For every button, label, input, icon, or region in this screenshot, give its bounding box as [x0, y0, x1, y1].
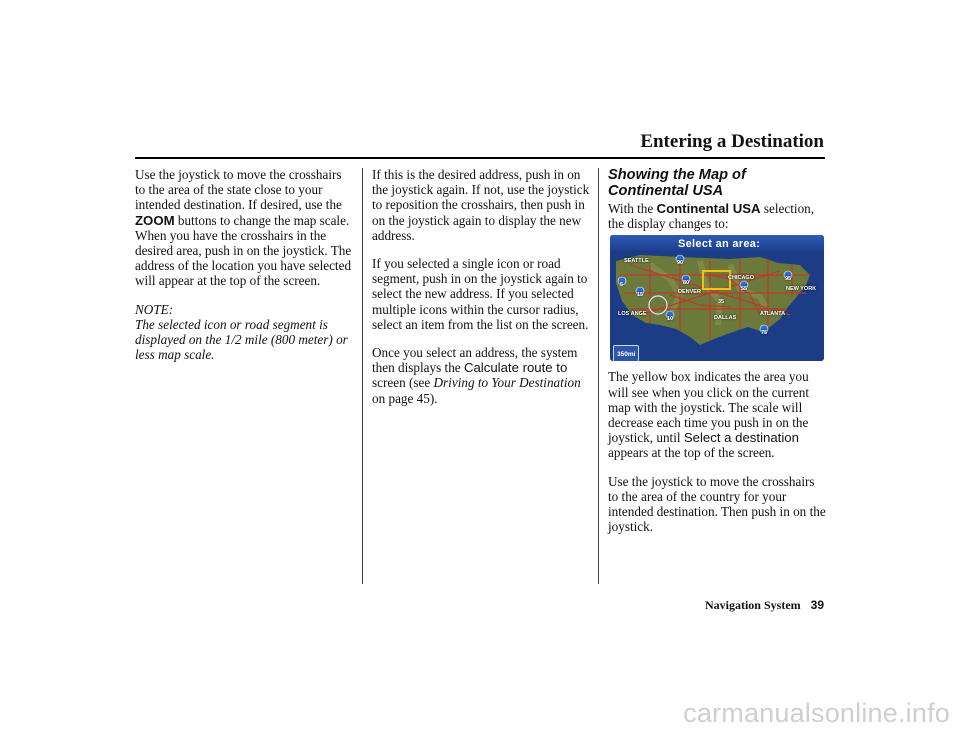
watermark: carmanualsonline.info — [683, 698, 950, 728]
interstate-shield: 90 — [677, 260, 684, 267]
interstate-shield: 10 — [667, 316, 674, 323]
note-text: The selected icon or road segment is displayed on the 1/2 mile (800 meter) or less map scale. — [135, 316, 348, 363]
interstate-shield: 55 — [741, 286, 748, 293]
screen-name: Calculate route to — [463, 360, 568, 376]
zoom-button-label: ZOOM — [135, 212, 175, 228]
interstate-shield: 95 — [785, 276, 792, 283]
city-label: SEATTLE — [624, 258, 649, 265]
section-title: Showing the Map of Continental USA — [608, 167, 746, 199]
paragraph: Once you select an address, the system then displays the Calculate route to screen (see Driving to Your Destination on page 45). — [372, 345, 581, 406]
paragraph: If you selected a single icon or road segment, push in on the joystick again to select the new address. If you selected multiple icons within the cursor radius, select an item from the list on the screen. — [372, 256, 589, 332]
city-label: NEW YORK — [786, 286, 817, 293]
column-1 — [135, 167, 355, 375]
page-number: 39 — [810, 598, 824, 612]
note-label: NOTE: — [135, 301, 174, 317]
note — [135, 302, 355, 363]
column-divider — [362, 168, 363, 584]
interstate-shield: 5 — [620, 282, 624, 289]
city-label: LOS ANGE — [618, 311, 647, 318]
screen-name: Select a destination — [683, 430, 799, 446]
interstate-shield: 75 — [761, 330, 768, 337]
city-label: DALLAS — [714, 315, 737, 322]
paragraph: Use the joystick to move the crosshairs to the area of the country for your intended destination. Then push in on the joystick. — [608, 473, 826, 535]
paragraph: If this is the desired address, push in on the joystick again. If not, use the joystick to reposition the crosshairs, then push in on the joystick again to display the new address. — [372, 167, 590, 243]
interstate-shield: 80 — [683, 280, 690, 287]
city-label: DENVER — [678, 289, 701, 296]
interstate-shield: 15 — [637, 292, 644, 299]
column-2 — [372, 167, 590, 419]
header-rule — [135, 157, 825, 159]
paragraph: With the Continental USA selection, the display changes to: — [608, 201, 815, 232]
page-header-title: Entering a Destination — [640, 131, 824, 152]
column-3 — [608, 167, 828, 547]
usa-map-screenshot — [610, 235, 824, 361]
interstate-shield: 35 — [718, 299, 725, 306]
map-scale-badge: 350mi — [613, 345, 639, 361]
instruction-paragraph: Use the joystick to move the crosshairs to the area of the state close to your intended destination. If desired, use the ZOOM buttons to change the map scale. When you have the crosshairs in the desired area, push in on the joystick. The address of the location you have selected will appear at the top of the screen. — [135, 167, 352, 289]
cross-reference: Driving to Your Destination — [433, 375, 581, 391]
city-label: CHICAGO — [728, 275, 754, 282]
option-name: Continental USA — [656, 201, 761, 216]
map-title: Select an area: — [678, 238, 761, 251]
column-divider — [598, 168, 599, 584]
footer-section-name: Navigation System — [704, 598, 801, 612]
city-label: ATLANTA — [760, 311, 786, 318]
page-footer — [640, 598, 824, 613]
paragraph: The yellow box indicates the area you will see when you click on the current map with the joystick. The scale will decrease each time you push in on the joystick, until Select a destination appears at the top of the screen. — [608, 369, 810, 461]
